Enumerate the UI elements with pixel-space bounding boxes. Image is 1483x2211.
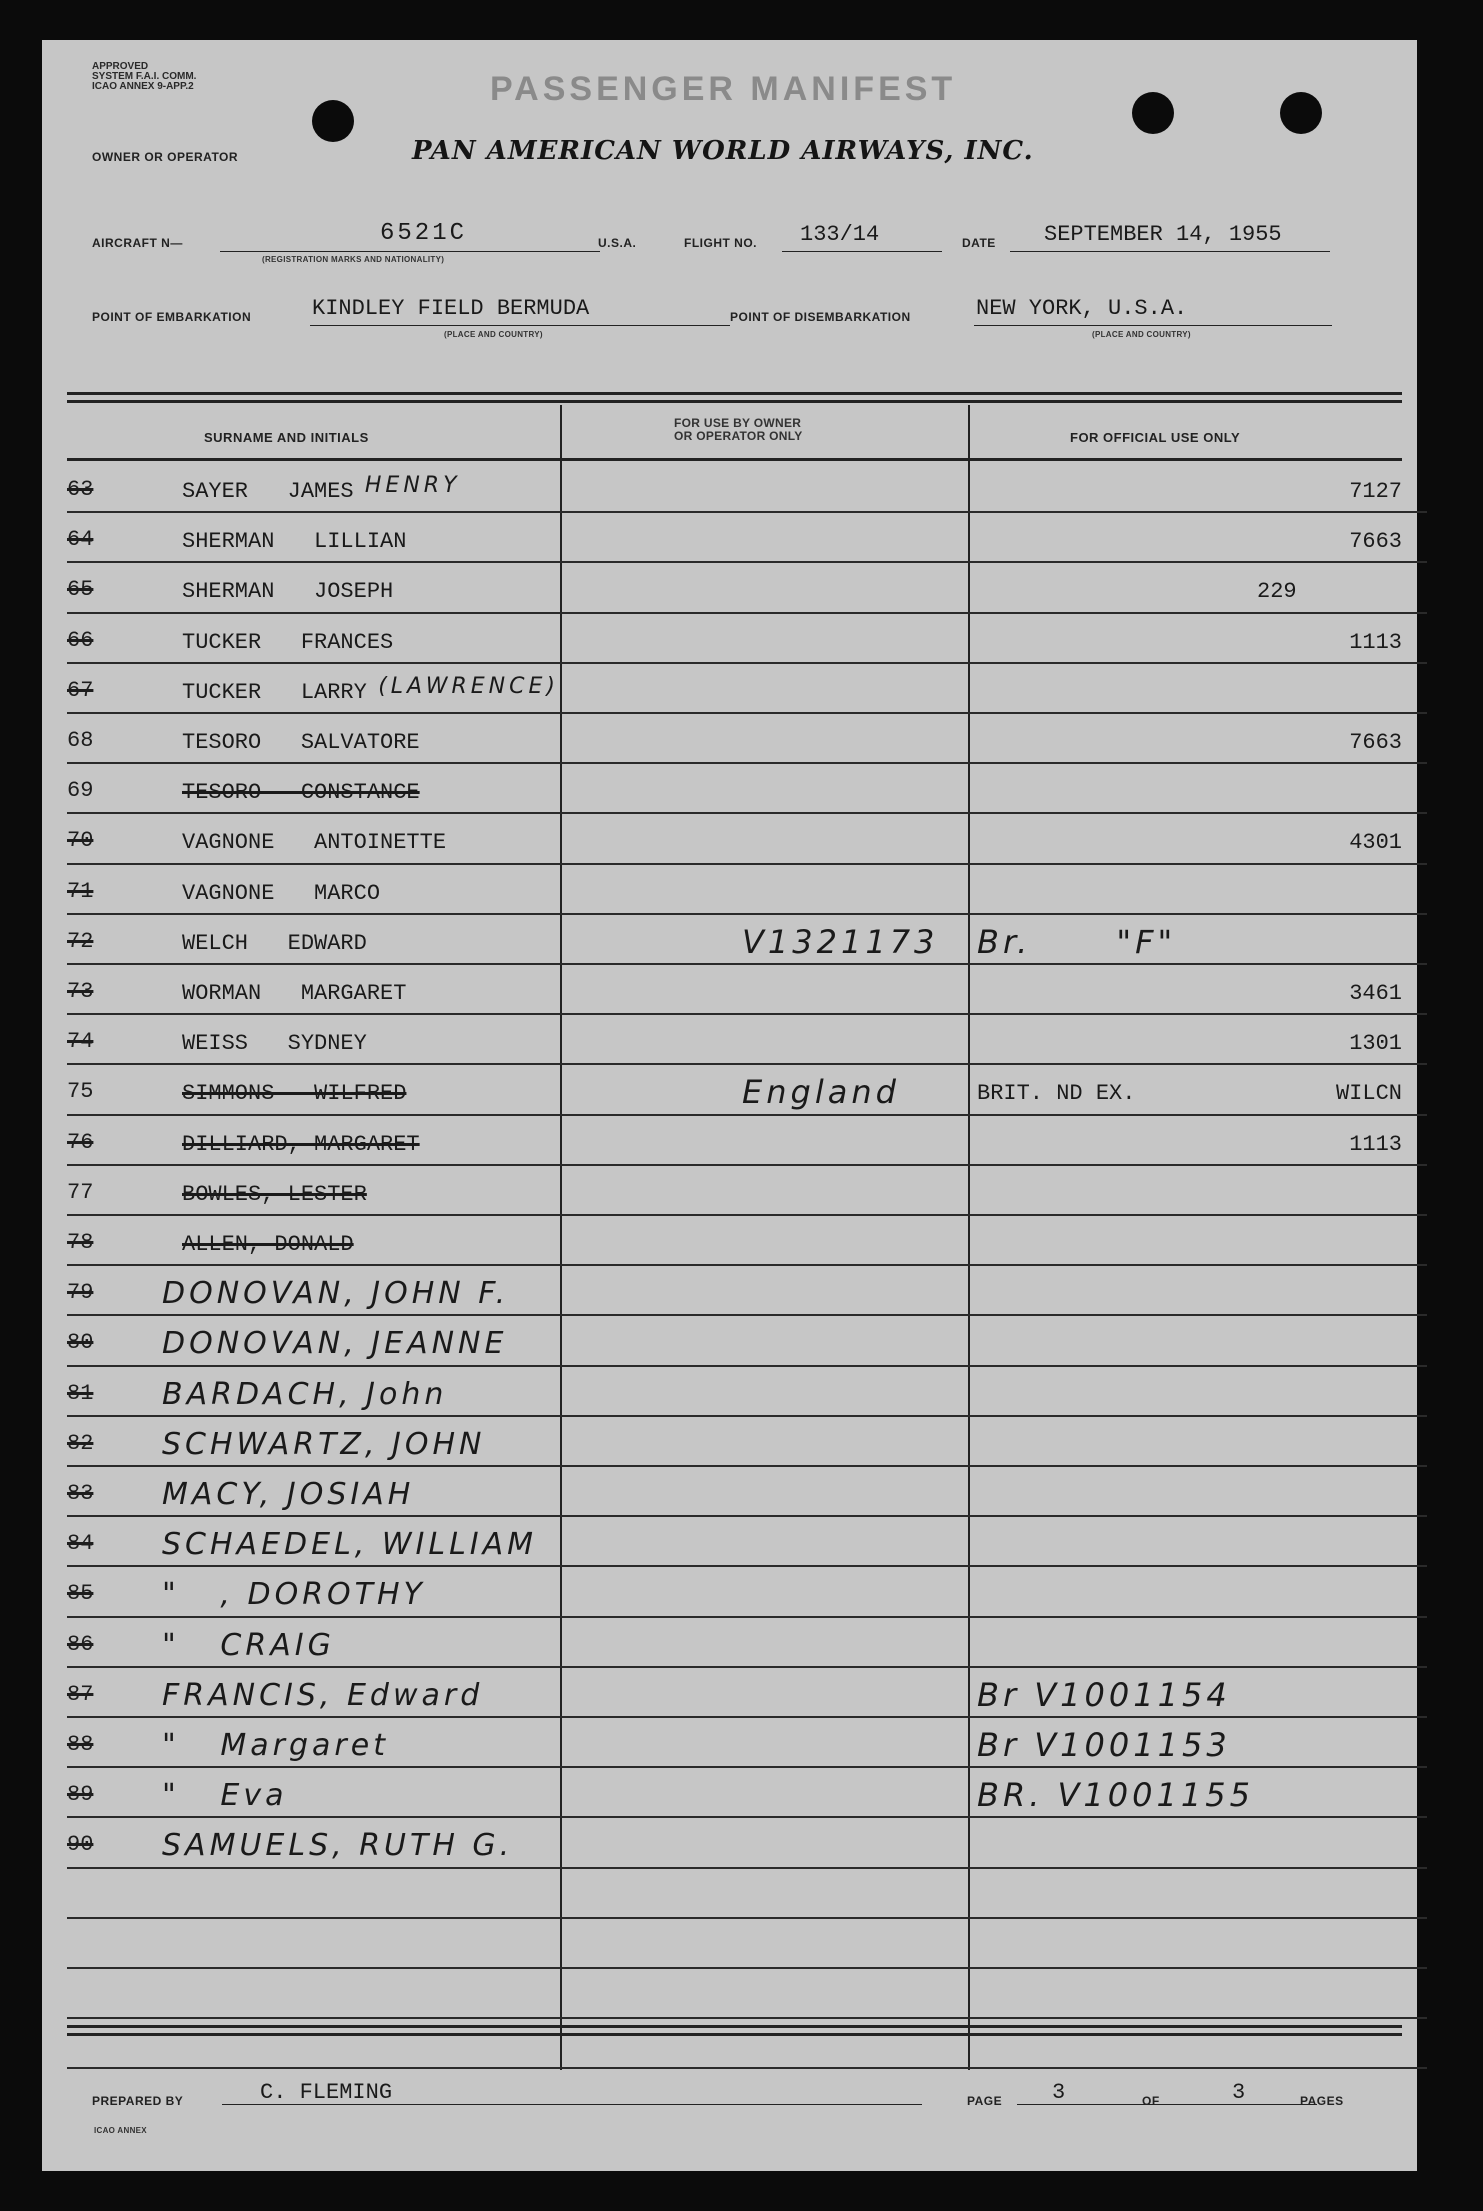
- row-number: 90: [67, 1832, 94, 1858]
- row-number: 66: [67, 627, 94, 653]
- row-divider: [67, 1716, 1427, 1718]
- row-divider: [67, 561, 1427, 563]
- row-divider: [67, 1967, 1427, 1969]
- form-title: PASSENGER MANIFEST: [490, 70, 957, 108]
- passenger-name: WELCH EDWARD: [182, 930, 367, 956]
- official-code: 4301: [1349, 830, 1402, 856]
- row-divider: [67, 812, 1427, 814]
- official-code: 1113: [1349, 1131, 1402, 1157]
- aircraft-label: AIRCRAFT N—: [92, 236, 183, 250]
- row-number: 86: [67, 1631, 94, 1657]
- page-number: 3: [1052, 2080, 1066, 2105]
- row-divider: [67, 1867, 1427, 1869]
- row-divider: [67, 1565, 1427, 1567]
- handwritten-name: DONOVAN, JEANNE: [162, 1326, 508, 1362]
- official-code: 3461: [1349, 981, 1402, 1006]
- owner-label: OWNER OR OPERATOR: [92, 150, 239, 164]
- row-number: 82: [67, 1430, 94, 1456]
- flight-date: SEPTEMBER 14, 1955: [1044, 222, 1282, 247]
- row-number: 67: [67, 677, 94, 703]
- row-divider: [67, 1766, 1427, 1768]
- row-divider: [67, 1164, 1427, 1166]
- official-code: WILCN: [1335, 1081, 1402, 1107]
- row-number: 72: [67, 928, 94, 954]
- row-divider: [67, 963, 1427, 965]
- row-number: 68: [67, 728, 94, 753]
- column-surname: SURNAME AND INITIALS: [204, 430, 369, 445]
- row-number: 71: [67, 878, 94, 904]
- row-divider: [67, 1314, 1427, 1316]
- row-divider: [67, 1666, 1427, 1668]
- flight-no-label: FLIGHT NO.: [684, 236, 757, 250]
- row-divider: [67, 1214, 1427, 1216]
- passenger-name: SHERMAN LILLIAN: [182, 529, 407, 555]
- passenger-name: BOWLES, LESTER: [182, 1181, 367, 1207]
- handwritten-name: SCHAEDEL, WILLIAM: [162, 1527, 538, 1563]
- handwritten-name: SAMUELS, RUTH G.: [162, 1828, 514, 1864]
- row-divider: [67, 712, 1427, 714]
- passenger-name: SIMMONS WILFRED: [182, 1081, 407, 1107]
- handwritten-name: " CRAIG: [162, 1627, 335, 1663]
- handwritten-name: MACY, JOSIAH: [162, 1477, 415, 1512]
- row-number: 63: [67, 477, 94, 502]
- column-owner-line1: FOR USE BY OWNER: [674, 416, 802, 430]
- row-number: 70: [67, 828, 94, 854]
- page-label: PAGE: [967, 2094, 1003, 2108]
- row-divider: [67, 913, 1427, 915]
- passenger-name: SAYER JAMES: [182, 479, 354, 504]
- passenger-name: WEISS SYDNEY: [182, 1031, 367, 1057]
- punch-hole: [1280, 92, 1322, 134]
- prepared-by-name: C. FLEMING: [260, 2080, 393, 2105]
- pages-label: PAGES: [1300, 2094, 1344, 2108]
- handwritten-name: HENRY: [364, 473, 461, 498]
- embark-sub: (PLACE AND COUNTRY): [444, 330, 543, 339]
- row-number: 84: [67, 1531, 94, 1557]
- handwritten-name: FRANCIS, Edward: [162, 1677, 484, 1713]
- handwritten-name: " Margaret: [162, 1728, 389, 1763]
- passenger-name: TESORO SALVATORE: [182, 730, 420, 755]
- column-official: FOR OFFICIAL USE ONLY: [1070, 430, 1241, 445]
- row-number: 80: [67, 1330, 94, 1356]
- row-divider: [67, 1365, 1427, 1367]
- prepared-by-label: PREPARED BY: [92, 2094, 184, 2108]
- official-note: Br. "F": [977, 922, 1177, 961]
- official-code: 7127: [1349, 479, 1402, 504]
- column-owner-line2: OR OPERATOR ONLY: [674, 429, 803, 443]
- official-code: 1113: [1349, 629, 1402, 655]
- embark-label: POINT OF EMBARKATION: [92, 310, 252, 324]
- row-divider: [67, 612, 1427, 614]
- row-number: 73: [67, 979, 94, 1004]
- passenger-name: TUCKER FRANCES: [182, 629, 394, 655]
- row-number: 89: [67, 1782, 94, 1808]
- date-label: DATE: [962, 236, 996, 250]
- handwritten-name: " , DOROTHY: [162, 1577, 426, 1613]
- footer-sub: ICAO ANNEX: [94, 2126, 147, 2135]
- owner-note: V1321173: [742, 922, 939, 961]
- usa-label: U.S.A.: [598, 236, 637, 250]
- operator-name: PAN AMERICAN WORLD AIRWAYS, INC.: [412, 136, 1034, 166]
- row-divider: [67, 1465, 1427, 1467]
- official-code: 7663: [1349, 730, 1402, 755]
- row-divider: [67, 1616, 1427, 1618]
- row-divider: [67, 1013, 1427, 1015]
- official-note: BR. V1001155: [977, 1776, 1254, 1815]
- passenger-name: VAGNONE MARCO: [182, 880, 381, 906]
- disembark-place: NEW YORK, U.S.A.: [976, 296, 1188, 321]
- row-divider: [67, 1415, 1427, 1417]
- row-number: 83: [67, 1481, 94, 1506]
- row-number: 79: [67, 1280, 94, 1306]
- row-number: 88: [67, 1732, 94, 1757]
- handwritten-name: DONOVAN, JOHN F.: [162, 1276, 510, 1312]
- page-total: 3: [1232, 2080, 1246, 2105]
- official-note: 229: [1257, 579, 1297, 605]
- row-number: 75: [67, 1079, 94, 1105]
- row-number: 77: [67, 1179, 94, 1205]
- passenger-name: ALLEN, DONALD: [182, 1232, 354, 1257]
- row-number: 64: [67, 527, 94, 553]
- official-code: 1301: [1349, 1031, 1402, 1057]
- registration-sub: (REGISTRATION MARKS AND NATIONALITY): [262, 255, 445, 264]
- disembark-label: POINT OF DISEMBARKATION: [730, 310, 911, 324]
- row-divider: [67, 662, 1427, 664]
- handwritten-name: BARDACH, John: [162, 1376, 448, 1412]
- official-note: Br V1001153: [977, 1726, 1231, 1764]
- official-note: Br V1001154: [977, 1675, 1231, 1714]
- row-number: 81: [67, 1380, 94, 1406]
- punch-hole: [312, 100, 354, 142]
- flight-number: 133/14: [800, 222, 880, 247]
- passenger-name: WORMAN MARGARET: [182, 981, 407, 1006]
- passenger-name: DILLIARD, MARGARET: [182, 1131, 420, 1157]
- row-divider: [67, 1515, 1427, 1517]
- handwritten-name: " Eva: [162, 1778, 288, 1814]
- official-note: BRIT. ND EX.: [977, 1081, 1136, 1107]
- passenger-name: SHERMAN JOSEPH: [182, 579, 394, 605]
- row-divider: [67, 2017, 1427, 2019]
- row-divider: [67, 1264, 1427, 1266]
- row-divider: [67, 1917, 1427, 1919]
- official-code: 7663: [1349, 529, 1402, 555]
- row-number: 85: [67, 1581, 94, 1607]
- passenger-name: VAGNONE ANTOINETTE: [182, 830, 447, 856]
- punch-hole: [1132, 92, 1174, 134]
- handwritten-name: (LAWRENCE): [378, 673, 559, 699]
- manifest-paper: [42, 40, 1417, 2171]
- row-divider: [67, 1114, 1427, 1116]
- passenger-name: TUCKER LARRY: [182, 679, 367, 705]
- disembark-sub: (PLACE AND COUNTRY): [1092, 330, 1191, 339]
- passenger-name: TESORO CONSTANCE: [182, 780, 420, 806]
- row-number: 78: [67, 1230, 94, 1255]
- approval-stamp: APPROVED SYSTEM F.A.I. COMM. ICAO ANNEX 9-APP.2: [92, 61, 197, 92]
- row-divider: [67, 2067, 1427, 2069]
- row-divider: [67, 762, 1427, 764]
- row-number: 65: [67, 577, 94, 603]
- handwritten-name: SCHWARTZ, JOHN: [162, 1426, 486, 1462]
- row-divider: [67, 1063, 1427, 1065]
- row-number: 87: [67, 1681, 94, 1707]
- row-number: 76: [67, 1129, 94, 1155]
- row-number: 74: [67, 1029, 94, 1055]
- of-label: OF: [1142, 2094, 1160, 2108]
- aircraft-number: 6521C: [380, 220, 468, 247]
- row-number: 69: [67, 778, 94, 804]
- owner-note: England: [742, 1073, 900, 1112]
- embark-place: KINDLEY FIELD BERMUDA: [312, 296, 590, 321]
- row-divider: [67, 863, 1427, 865]
- row-divider: [67, 1816, 1427, 1818]
- row-divider: [67, 511, 1427, 513]
